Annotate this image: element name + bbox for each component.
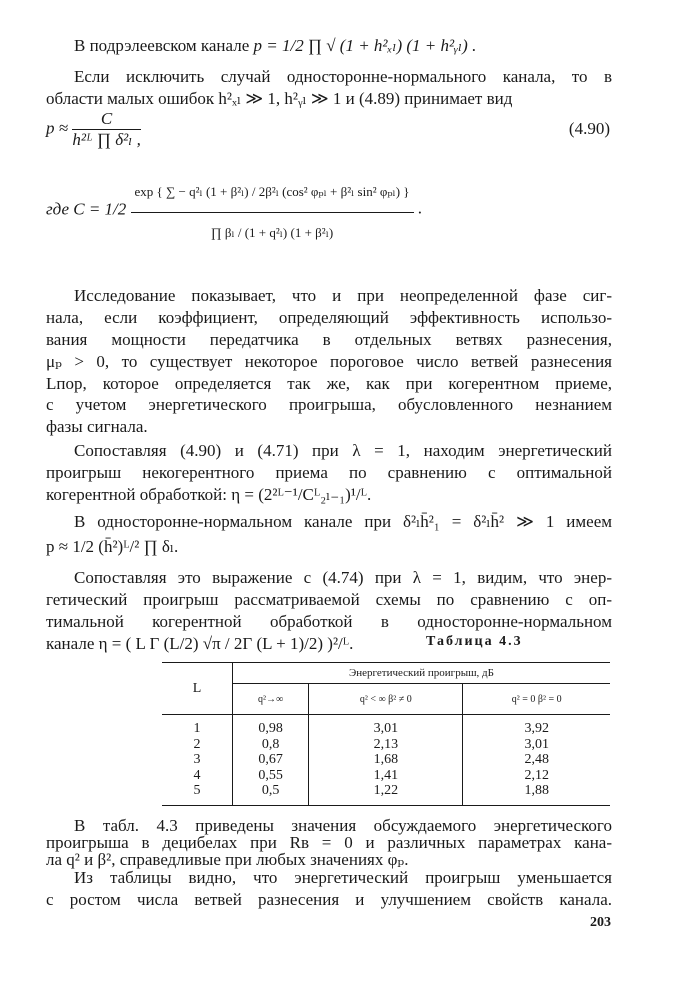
cell-l: 3 — [193, 752, 201, 767]
cell-l: 5 — [193, 783, 201, 798]
table-row — [162, 768, 610, 784]
table-row — [162, 737, 610, 753]
cell-c: 2,48 — [463, 752, 610, 768]
cell-c: 3,92 — [463, 715, 610, 737]
eq490-fraction — [72, 109, 141, 150]
para2-line4: μₚ > 0, то существует некоторое пороговое число ветвей разнесения — [46, 352, 612, 371]
para1-line2: области малых ошибок h²ₓₗ ≫ 1, h²ᵧₗ ≫ 1 и (4.89) принимает вид — [46, 89, 513, 108]
para3-line1: Сопоставляя (4.90) и (4.71) при λ = 1, находим энергетический — [74, 441, 612, 460]
para2-line2: нала, если коэффициент, определяющий эффективность использо- — [46, 308, 612, 327]
header-group: Энергетический проигрыш, дБ — [233, 663, 611, 684]
c-def-prefix: где C = 1/2 — [46, 199, 127, 219]
cell-l: 4 — [193, 767, 201, 783]
para3-line2: проигрыш некогерентного приема по сравнению с оптимальной — [46, 463, 612, 482]
c-def-denominator: ∏ βₗ / (1 + q²ₗ) (1 + β²ₗ) — [210, 225, 334, 240]
header-l: L — [162, 663, 233, 715]
equation-number: (4.90) — [568, 119, 610, 138]
para4-line2: p ≈ 1/2 (h̄²)ᴸ/² ∏ δₗ. — [46, 537, 179, 556]
page-number: 203 — [590, 915, 611, 930]
cell-b: 1,41 — [309, 768, 463, 784]
cell-a: 0,8 — [233, 737, 309, 753]
para5-line1: Сопоставляя это выражение с (4.74) при λ = 1, видим, что энер- — [74, 568, 612, 587]
cell-c: 3,01 — [463, 737, 610, 753]
para3-line3: когерентной обработкой: η = (2²ᴸ⁻¹/Cᴸ₂ₗ₋₁)¹/ᴸ. — [46, 485, 372, 504]
c-def-period: . — [417, 198, 423, 218]
cell-a: 0,98 — [233, 715, 309, 737]
para7-line1: Из таблицы видно, что энергетический проигрыш уменьшается — [74, 868, 612, 887]
para4-line1: В односторонне-нормальном канале при δ²ₗh̄²₁ = δ²ₗh̄² ≫ 1 имеем — [74, 512, 612, 531]
cell-a: 0,67 — [233, 752, 309, 768]
line1-text: В подрэлеевском канале — [74, 36, 250, 55]
para2-line7: фазы сигнала. — [46, 417, 148, 436]
para6-line2: проигрыша в децибелах при Rв = 0 и различных параметрах кана- — [46, 833, 612, 852]
para2-line3: вания мощности передатчика в отдельных ветвях разнесения, — [46, 330, 612, 349]
para7-line2: с ростом числа ветвей разнесения и улучшением свойств канала. — [46, 890, 612, 909]
c-definition — [46, 176, 612, 276]
c-def-fraction — [131, 176, 414, 243]
cell-c: 2,12 — [463, 768, 610, 784]
subheader-finite: q² < ∞ β² ≠ 0 — [309, 684, 463, 715]
para2-line5: Lпор, которое определяется так же, как при когерентном приеме, — [46, 374, 612, 393]
table-4-3 — [162, 662, 610, 806]
cell-a: 0,55 — [233, 768, 309, 784]
cell-b: 2,13 — [309, 737, 463, 753]
cell-l: 1 — [193, 721, 201, 736]
equation-4-90 — [46, 109, 612, 169]
para5-line2: гетический проигрыш рассматриваемой схемы по сравнению с оп- — [46, 590, 612, 609]
eq490-left: p ≈ — [46, 118, 69, 138]
eq490-denominator: h²ᴸ ∏ δ²ₗ , — [72, 130, 141, 149]
para5-line4: канале η = ( L Γ (L/2) √π / 2Γ (L + 1)/2) )²/ᴸ. — [46, 634, 354, 653]
para1-line1: Если исключить случай односторонне-нормального канала, то в — [74, 67, 612, 86]
cell-a: 0,5 — [233, 783, 309, 805]
subheader-inf: q²→∞ — [233, 684, 309, 715]
cell-b: 1,68 — [309, 752, 463, 768]
para6-line3: ла q² и β², справедливые при любых значениях φₚ. — [46, 850, 409, 869]
eq490-numerator: C — [72, 109, 141, 130]
para6-line1: В табл. 4.3 приведены значения обсуждаемого энергетического — [74, 816, 612, 835]
table-row — [162, 715, 610, 737]
line1-formula: p = 1/2 ∏ √ (1 + h²ₓₗ) (1 + h²ᵧₗ) . — [253, 36, 477, 55]
para2-line1: Исследование показывает, что и при неопределенной фазе сиг- — [74, 286, 612, 305]
table-caption: Таблица 4.3 — [426, 634, 523, 649]
subheader-zero: q² = 0 β² = 0 — [463, 684, 610, 715]
cell-b: 3,01 — [309, 715, 463, 737]
cell-b: 1,22 — [309, 783, 463, 805]
para2-line6: с учетом энергетического проигрыша, обусловленного незнанием — [46, 395, 612, 414]
line-subrayleigh — [74, 36, 612, 56]
table-row — [162, 783, 610, 805]
c-def-numerator: exp { ∑ − q²ₗ (1 + β²ₗ) / 2β²ₗ (cos² φₚₗ + β²ₗ sin² φₚₗ) } — [131, 176, 414, 213]
cell-l: 2 — [193, 736, 201, 752]
table-row — [162, 752, 610, 768]
cell-c: 1,88 — [463, 783, 610, 805]
para5-line3: тимальной когерентной обработкой в односторонне-нормальном — [46, 612, 612, 631]
